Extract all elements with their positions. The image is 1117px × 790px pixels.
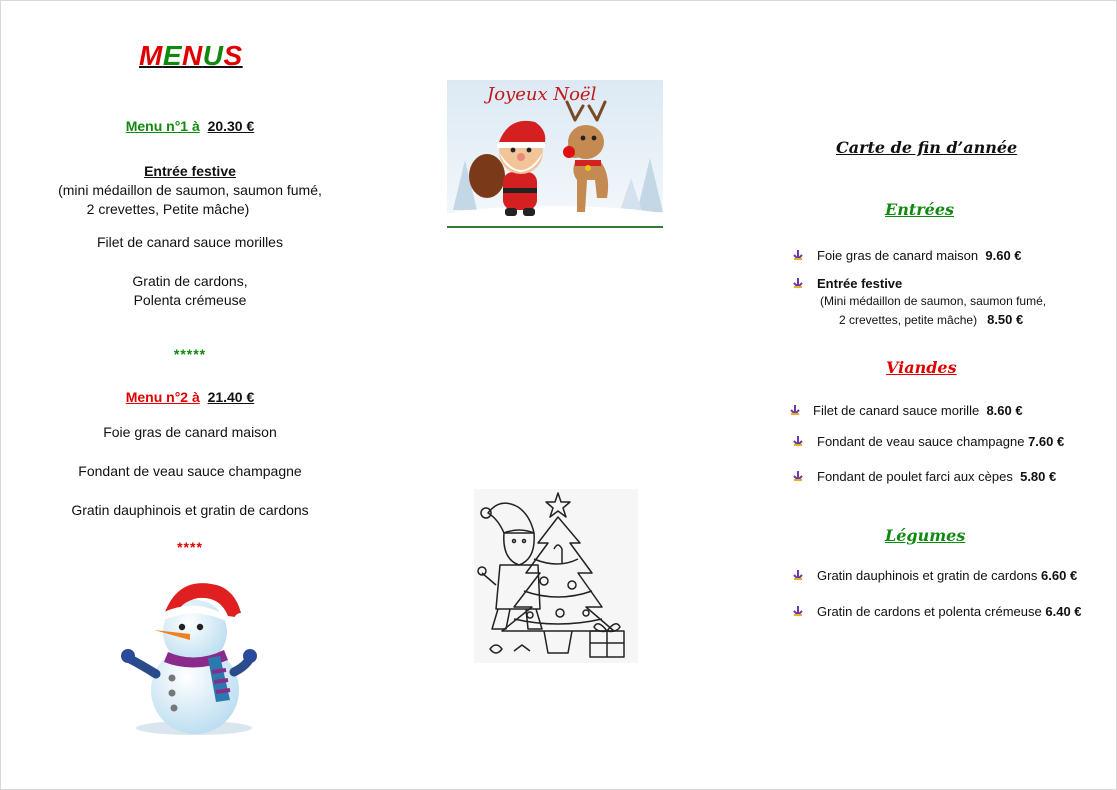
coloring-santa-tree-illustration — [474, 489, 638, 663]
item-name: Gratin dauphinois et gratin de cardons — [817, 568, 1038, 583]
item-price: 5.80 € — [1020, 469, 1057, 484]
menu-item — [817, 568, 1077, 583]
separator-stars: ***** — [173, 346, 207, 362]
menus-title — [139, 40, 243, 72]
title-letter: S — [223, 40, 243, 71]
item-price: 6.60 € — [1041, 568, 1078, 583]
menu-item — [817, 248, 1022, 263]
menu1-entree-desc: 2 crevettes, Petite mâche) — [86, 201, 250, 217]
title-letter: E — [162, 40, 183, 71]
section-title-legumes: Légumes — [885, 526, 966, 545]
festive-entree-title — [817, 276, 902, 291]
bullet-icon — [792, 249, 804, 261]
menu1-main: Filet de canard sauce morilles — [97, 234, 283, 250]
bullet-icon — [792, 435, 804, 447]
item-price: 6.40 € — [1045, 604, 1082, 619]
title-letter: M — [139, 40, 163, 71]
menu2-line: Foie gras de canard maison — [103, 424, 277, 440]
item-desc: 2 crevettes, petite mâche) — [839, 313, 978, 327]
section-title-viandes: Viandes — [886, 358, 957, 377]
bullet-icon — [792, 277, 804, 289]
festive-entree-desc: (Mini médaillon de saumon, saumon fumé, — [820, 294, 1047, 308]
menu1-body — [30, 162, 350, 310]
menu1-heading — [30, 117, 350, 136]
title-letter: N — [182, 40, 203, 71]
item-price: 8.50 € — [987, 312, 1024, 327]
bullet-icon — [792, 569, 804, 581]
carte-title: Carte de fin d’année — [836, 138, 1018, 157]
menu-item — [817, 434, 1064, 449]
menu2-label: Menu n°2 à — [125, 389, 200, 405]
item-price: 8.60 € — [986, 403, 1023, 418]
menu2-line: Gratin dauphinois et gratin de cardons — [71, 502, 309, 518]
bullet-icon — [792, 605, 804, 617]
menu1-entree-title: Entrée festive — [144, 163, 236, 179]
menu1-label: Menu n°1 à — [125, 118, 200, 134]
item-name: Gratin de cardons et polenta crémeuse — [817, 604, 1042, 619]
bullet-icon — [792, 470, 804, 482]
item-name: Fondant de veau sauce champagne — [817, 434, 1025, 449]
separator-stars: **** — [177, 539, 203, 555]
item-name: Filet de canard sauce morille — [813, 403, 980, 418]
bullet-icon — [789, 404, 801, 416]
menu2-heading — [30, 388, 350, 407]
item-name: Entrée festive — [817, 276, 903, 291]
menu1-entree-desc: (mini médaillon de saumon, saumon fumé, — [58, 182, 322, 198]
menu-item — [817, 604, 1082, 619]
snowman-illustration — [120, 572, 260, 737]
item-name: Foie gras de canard maison — [817, 248, 979, 263]
menu-item — [817, 469, 1056, 484]
section-title-entrees: Entrées — [885, 200, 955, 219]
item-name: Fondant de poulet farci aux cèpes — [817, 469, 1013, 484]
menu1-price: 20.30 € — [207, 118, 255, 134]
festive-entree-desc-2 — [839, 312, 1023, 327]
menu1-side: Gratin de cardons, — [132, 273, 248, 289]
item-price: 9.60 € — [985, 248, 1022, 263]
title-letter: U — [202, 40, 224, 71]
menu2-price: 21.40 € — [207, 389, 255, 405]
joyeux-noel-banner — [447, 80, 663, 228]
menu2-line: Fondant de veau sauce champagne — [78, 463, 302, 479]
menu2-body — [30, 423, 350, 520]
menu1-side: Polenta crémeuse — [133, 292, 247, 308]
banner-text: Joyeux Noël — [487, 84, 597, 105]
item-price: 7.60 € — [1028, 434, 1065, 449]
menu-item — [813, 403, 1023, 418]
